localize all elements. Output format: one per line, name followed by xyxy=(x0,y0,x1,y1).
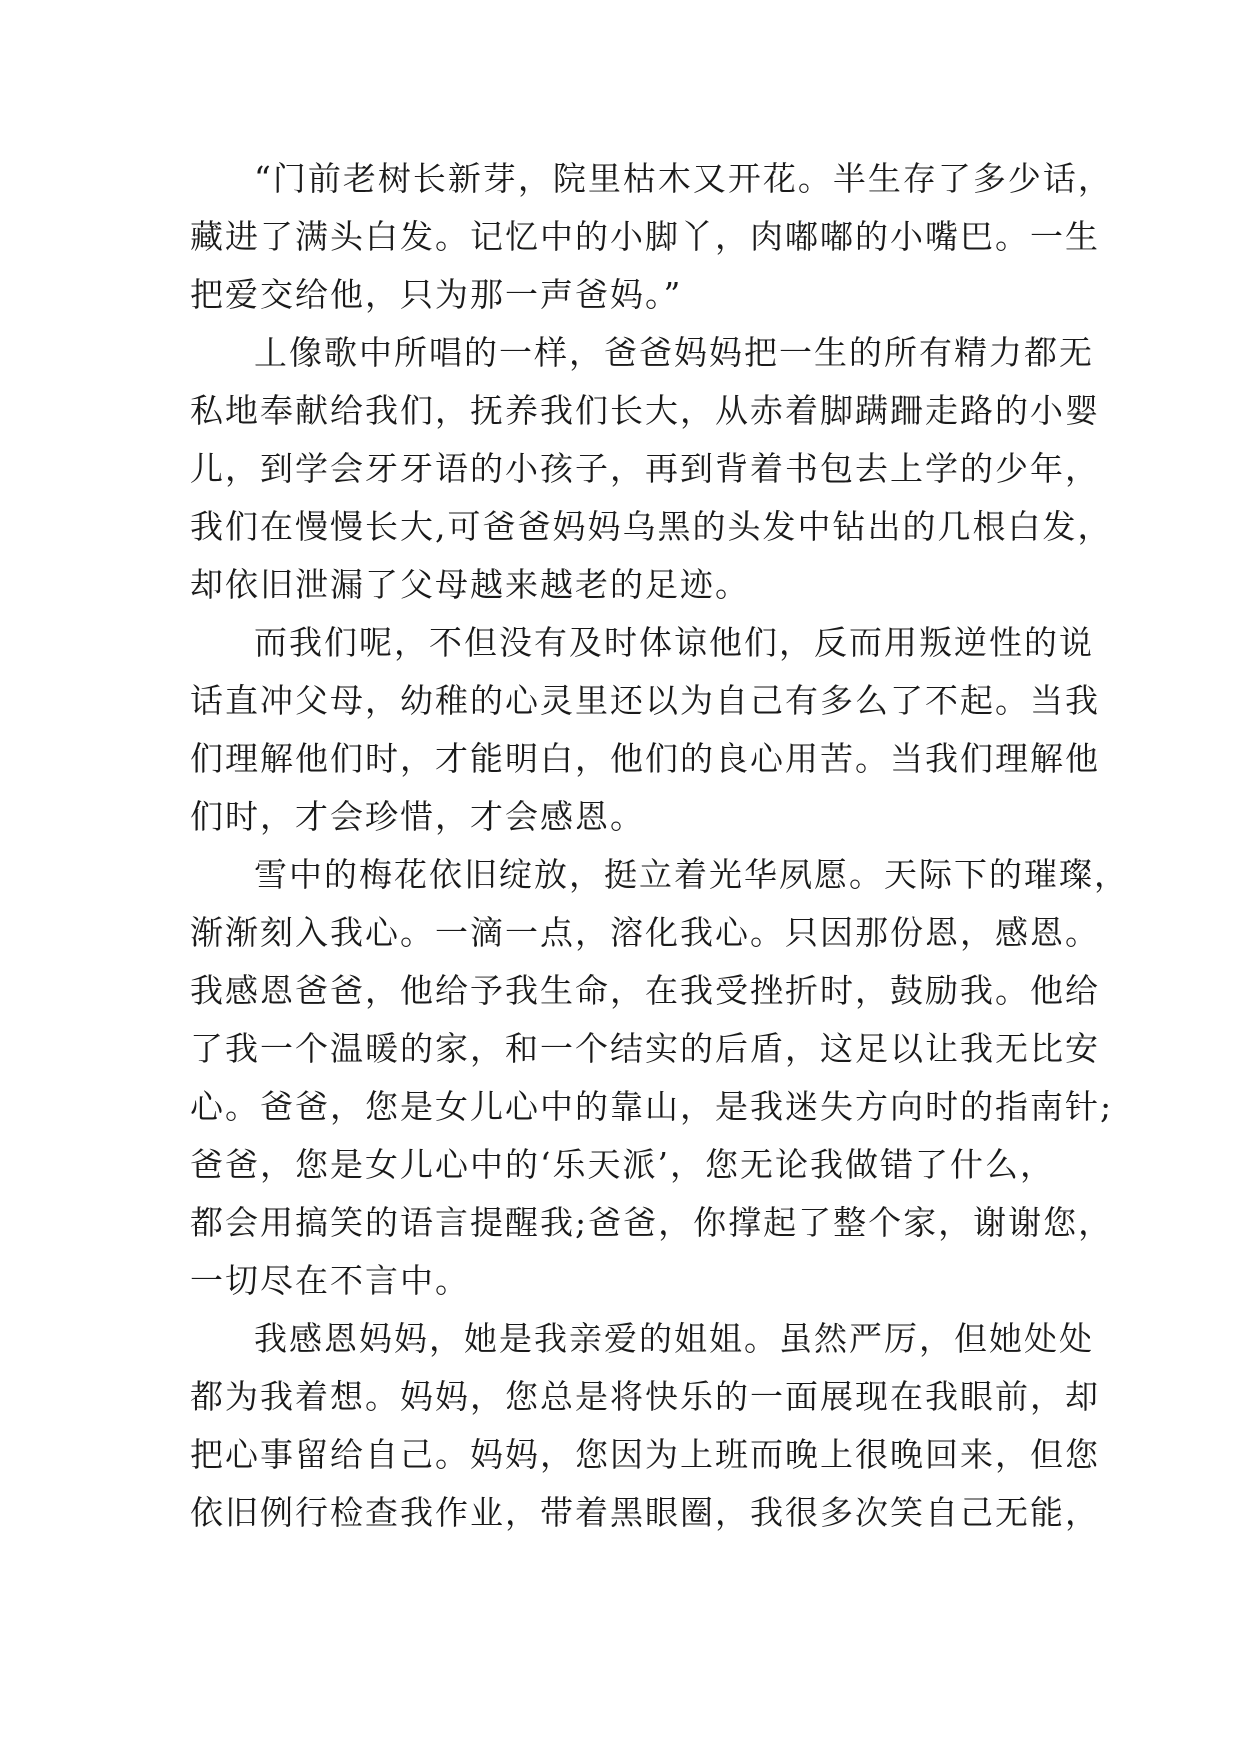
text-line: 渐渐刻入我心。一滴一点，溶化我心。只因那份恩，感恩。 xyxy=(190,913,1100,952)
text-line: 把心事留给自己。妈妈，您因为上班而晚上很晚回来，但您 xyxy=(190,1435,1100,1474)
text-line: “门前老树长新芽，院里枯木又开花。半生存了多少话， xyxy=(254,159,1113,198)
text-line: 一切尽在不言中。 xyxy=(190,1261,470,1300)
text-line: 雪中的梅花依旧绽放，挺立着光华夙愿。天际下的璀璨， xyxy=(254,855,1129,894)
text-line: 私地奉献给我们，抚养我们长大，从赤着脚蹒跚走路的小婴 xyxy=(190,391,1100,430)
text-line: 依旧例行检查我作业，带着黑眼圈，我很多次笑自己无能， xyxy=(190,1493,1100,1532)
body-text xyxy=(190,150,1129,1542)
text-line: 我感恩爸爸，他给予我生命，在我受挫折时，鼓励我。他给 xyxy=(190,971,1100,1010)
text-line: 我们在慢慢长大,可爸爸妈妈乌黑的头发中钻出的几根白发， xyxy=(190,507,1113,546)
text-line: 爸爸，您是女儿心中的‘乐天派’，您无论我做错了什么， xyxy=(190,1145,1055,1184)
text-line: 却依旧泄漏了父母越来越老的足迹。 xyxy=(190,565,750,604)
text-line: 都会用搞笑的语言提醒我;爸爸，你撑起了整个家，谢谢您， xyxy=(190,1203,1114,1242)
text-line: 们时，才会珍惜，才会感恩。 xyxy=(190,797,645,836)
text-line: 藏进了满头白发。记忆中的小脚丫，肉嘟嘟的小嘴巴。一生 xyxy=(190,217,1100,256)
text-line: 都为我着想。妈妈，您总是将快乐的一面展现在我眼前，却 xyxy=(190,1377,1100,1416)
text-line: 话直冲父母，幼稚的心灵里还以为自己有多么了不起。当我 xyxy=(190,681,1100,720)
text-line: 把爱交给他，只为那一声爸妈。” xyxy=(190,275,683,314)
text-line: 心。爸爸，您是女儿心中的靠山，是我迷失方向时的指南针; xyxy=(190,1087,1114,1126)
text-line: 我感恩妈妈，她是我亲爱的姐姐。虽然严厉，但她处处 xyxy=(254,1319,1094,1358)
text-line: 而我们呢，不但没有及时体谅他们，反而用叛逆性的说 xyxy=(254,623,1094,662)
text-line: 们理解他们时，才能明白，他们的良心用苦。当我们理解他 xyxy=(190,739,1100,778)
text-line: 了我一个温暖的家，和一个结实的后盾，这足以让我无比安 xyxy=(190,1029,1100,1068)
text-line: 儿，到学会牙牙语的小孩子，再到背着书包去上学的少年， xyxy=(190,449,1100,488)
text-line: 丄像歌中所唱的一样，爸爸妈妈把一生的所有精力都无 xyxy=(254,333,1094,372)
